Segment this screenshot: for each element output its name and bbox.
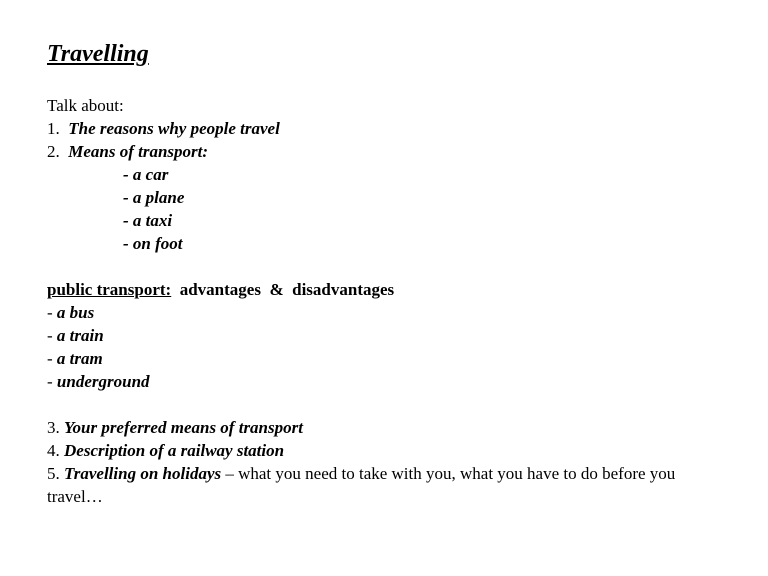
- topic-5-text: Travelling on holidays: [64, 464, 222, 483]
- public-item-text: a tram: [56, 349, 103, 368]
- topic-5-rest: – what you need to take with you, what you have to do before you travel…: [47, 464, 676, 506]
- topic-1-number: 1.: [47, 119, 60, 138]
- public-item-bus: [47, 301, 747, 324]
- transport-item-plane: - a plane: [123, 188, 185, 207]
- topic-4-text: Description of a railway station: [64, 441, 285, 460]
- topic-3: [47, 416, 747, 439]
- topic-4-number: 4.: [47, 441, 60, 460]
- intro-text: Talk about:: [47, 96, 124, 115]
- dash: -: [47, 303, 57, 322]
- topic-3-text: Your preferred means of transport: [64, 418, 303, 437]
- document-page: [47, 38, 747, 508]
- topic-2-text: Means of transport:: [68, 142, 209, 161]
- public-transport-rest: advantages & disadvantages: [179, 280, 395, 299]
- topic-2: [47, 140, 747, 163]
- public-transport-label: public transport:: [47, 280, 172, 299]
- dash: -: [47, 372, 57, 391]
- topic-3-number: 3.: [47, 418, 60, 437]
- topic-2-number: 2.: [47, 142, 60, 161]
- page-title: Travelling: [47, 41, 149, 67]
- public-item-tram: [47, 347, 747, 370]
- topic-5-number: 5.: [47, 464, 60, 483]
- topic-4: [47, 439, 747, 462]
- transport-item-car: - a car: [123, 165, 169, 184]
- transport-item-foot: - on foot: [123, 234, 183, 253]
- dash: -: [47, 349, 57, 368]
- public-item-underground: [47, 370, 747, 393]
- public-item-text: underground: [56, 372, 150, 391]
- topic-1: [47, 117, 747, 140]
- public-item-train: [47, 324, 747, 347]
- public-transport-heading: [47, 278, 747, 301]
- public-item-text: a train: [56, 326, 104, 345]
- public-item-text: a bus: [56, 303, 95, 322]
- transport-item-taxi: - a taxi: [123, 211, 173, 230]
- topic-5: [47, 462, 687, 508]
- topic-1-text: The reasons why people travel: [68, 119, 280, 138]
- dash: -: [47, 326, 57, 345]
